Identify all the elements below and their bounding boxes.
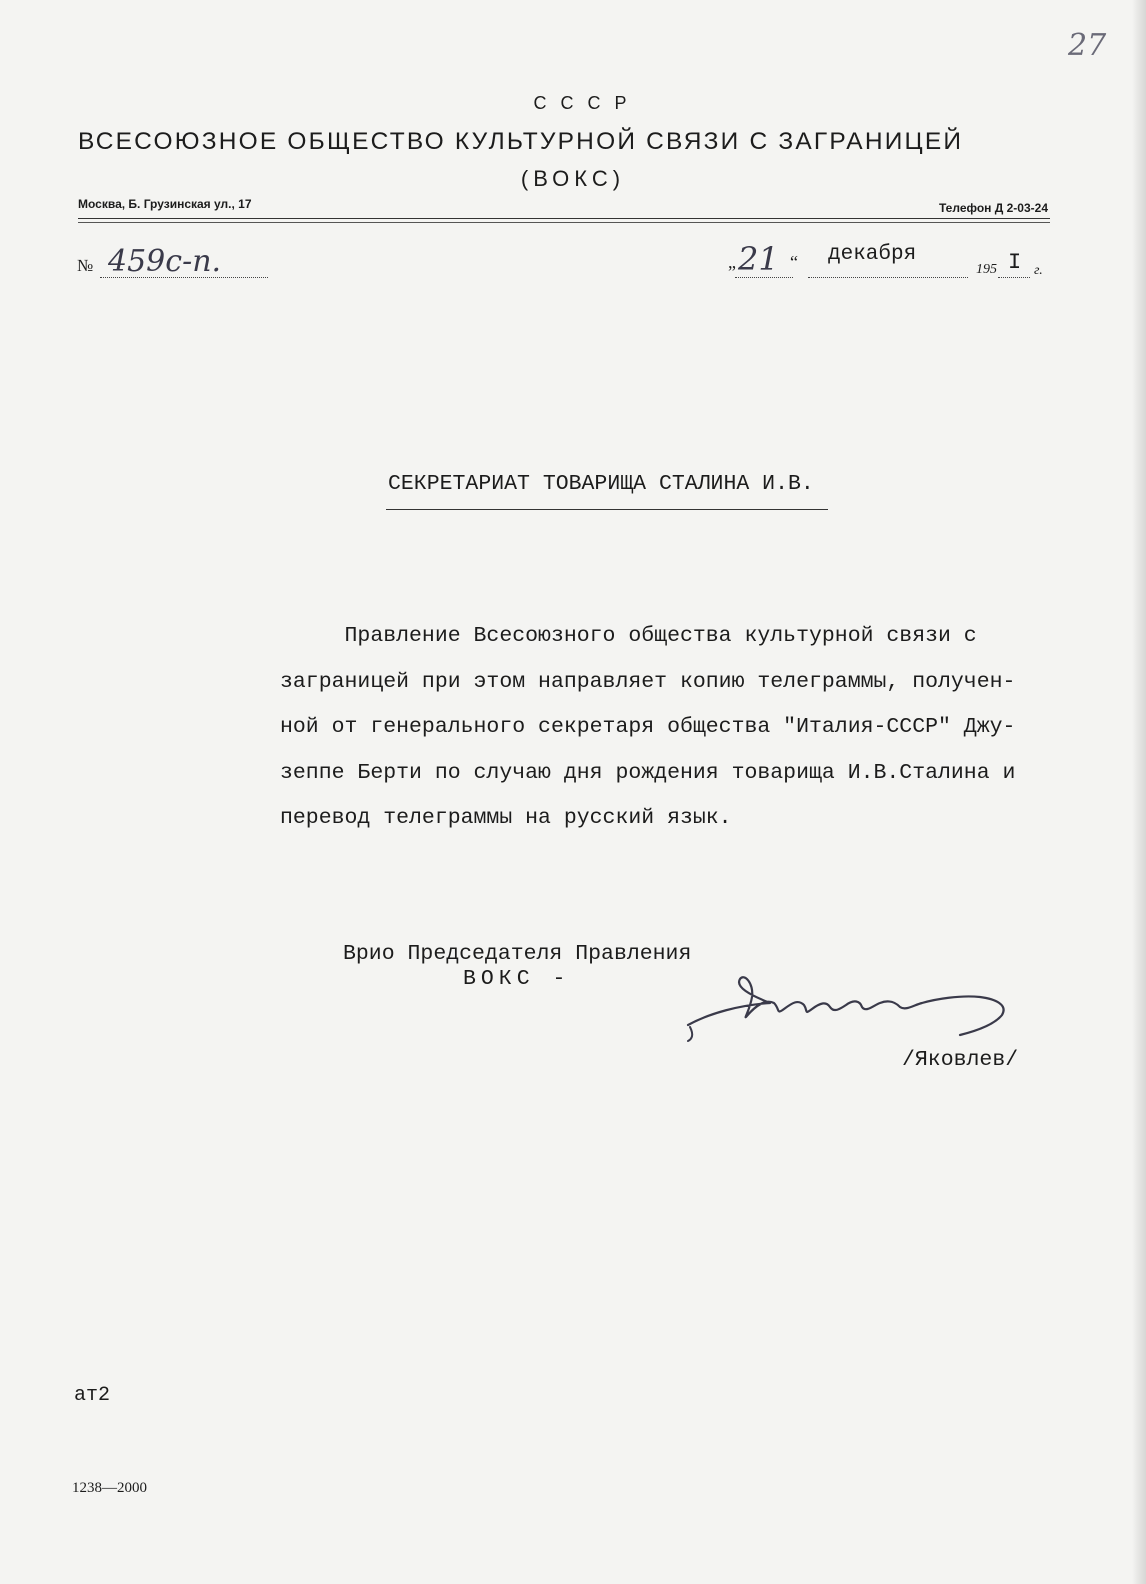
- signature-name: /Яковлев/: [902, 1048, 1019, 1072]
- addressee-underline: [386, 509, 828, 510]
- date-year-suffix: I: [1008, 250, 1022, 275]
- reference-number-label: №: [77, 256, 94, 275]
- date-day: 21: [738, 240, 779, 278]
- letterhead-rule: [78, 218, 1050, 219]
- letterhead-country: СССР: [533, 93, 641, 113]
- handwritten-signature: [680, 965, 1020, 1055]
- letterhead-abbreviation: (ВОКС): [520, 166, 626, 191]
- form-code: 1238—2000: [72, 1480, 147, 1496]
- signature-title: Врио Председателя Правления: [343, 942, 692, 966]
- body-line: заграницей при этом направляет копию телеграммы, получен-: [280, 669, 1016, 694]
- date-year-unit: г.: [1034, 263, 1043, 278]
- letter-body: [280, 614, 1015, 842]
- typist-code: ат2: [74, 1384, 111, 1407]
- letterhead-address: Москва, Б. Грузинская ул., 17: [78, 197, 252, 211]
- date-open-quote: „: [728, 252, 736, 272]
- body-line: Правление Всесоюзного общества культурной связи с: [280, 624, 977, 648]
- date-close-quote: “: [790, 252, 798, 272]
- letterhead-phone: Телефон Д 2-03-24: [938, 201, 1048, 215]
- letterhead-organization: ВСЕСОЮЗНОЕ ОБЩЕСТВО КУЛЬТУРНОЙ СВЯЗИ С ЗАГРАНИЦЕЙ: [78, 128, 964, 155]
- date-month: декабря: [828, 243, 917, 266]
- date-month-dotted-line: [808, 277, 968, 278]
- archive-sheet-number: 27: [1068, 28, 1107, 63]
- body-line: перевод телеграммы на русский язык.: [280, 806, 732, 830]
- signature-organization: ВОКС -: [463, 967, 571, 991]
- page-edge-shadow: [1132, 0, 1146, 1584]
- body-line: зеппе Берти по случаю дня рождения товарища И.В.Сталина и: [280, 760, 1016, 785]
- date-year-prefix: 195: [976, 262, 997, 277]
- letterhead-rule-thin: [78, 222, 1050, 223]
- reference-number-value: 459с-п.: [108, 244, 222, 279]
- date-year-dotted-line: [998, 277, 1030, 278]
- addressee: СЕКРЕТАРИАТ ТОВАРИЩА СТАЛИНА И.В.: [388, 472, 814, 496]
- body-line: ной от генерального секретаря общества "Италия-СССР" Джу-: [280, 715, 1016, 739]
